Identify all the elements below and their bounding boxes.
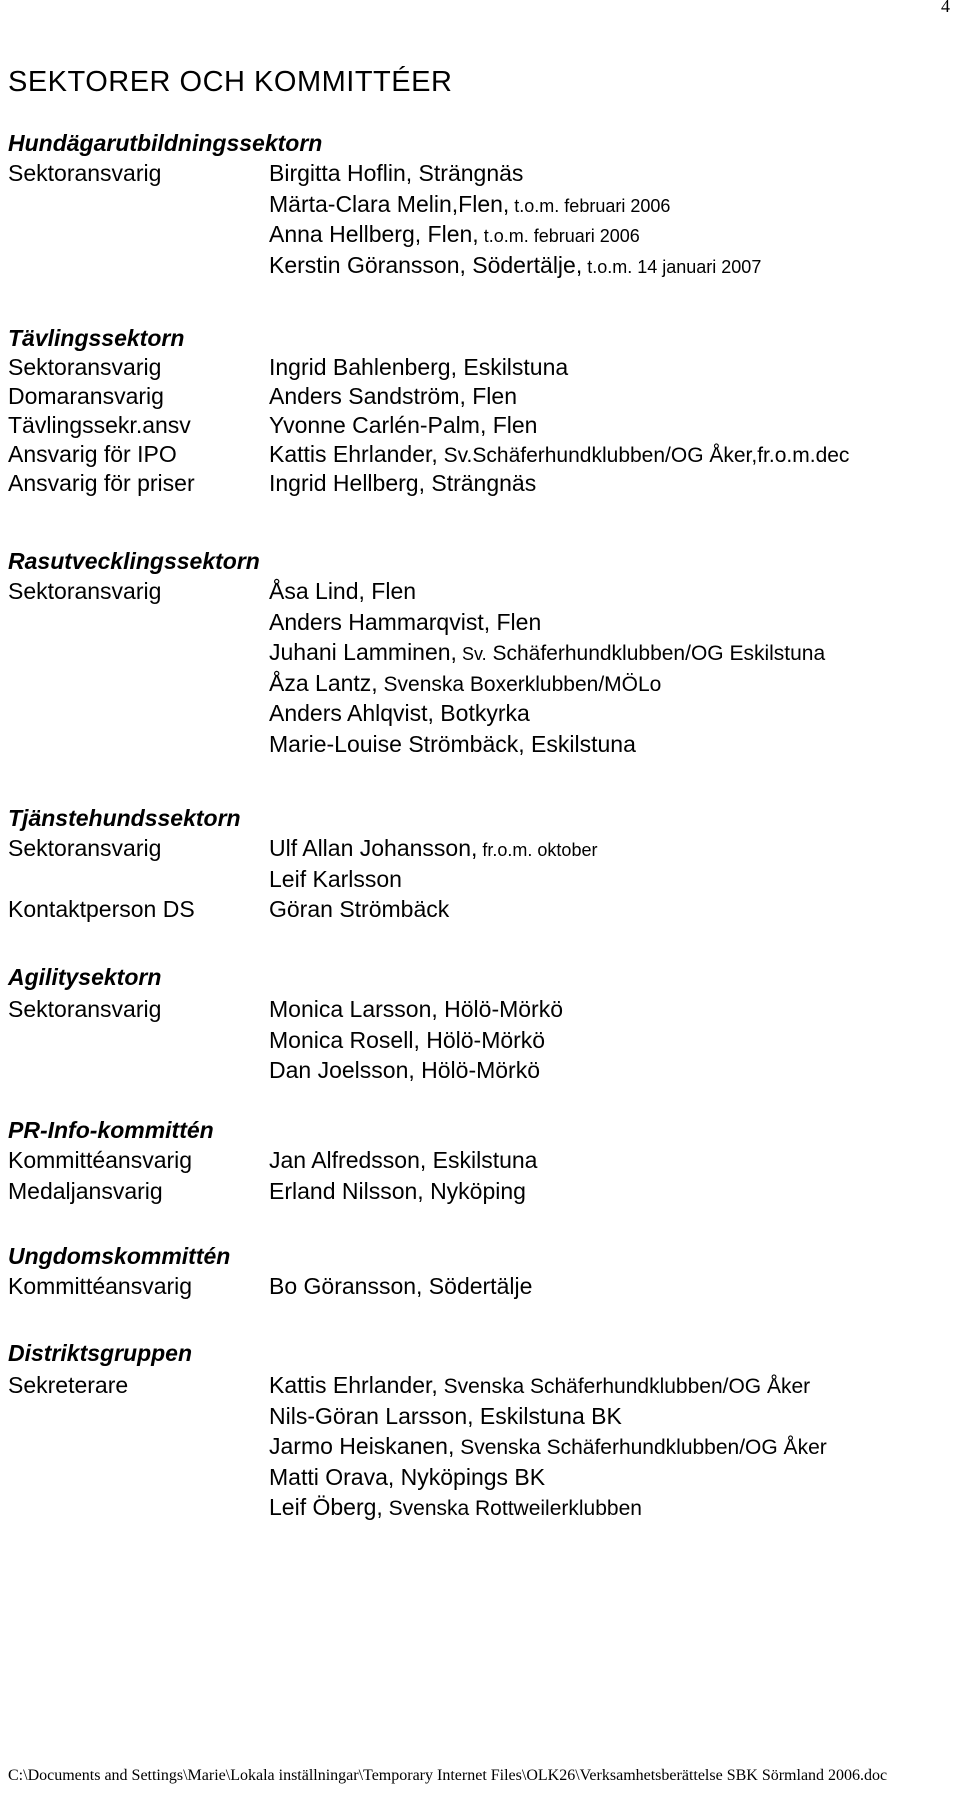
person-note: t.o.m. februari 2006 [509, 195, 671, 216]
role-label: Medaljansvarig [8, 1177, 163, 1204]
person-note: Sv. [456, 644, 487, 664]
role-label: Kommittéansvarig [8, 1147, 193, 1173]
list-item [8, 1055, 948, 1086]
list-item [8, 1271, 948, 1302]
person-name: Anders Hammarqvist, Flen [269, 608, 542, 635]
person-name: Erland Nilsson, Nyköping [269, 1177, 526, 1204]
list-item [8, 250, 948, 281]
list-item [8, 353, 948, 382]
list-item [8, 158, 948, 189]
person-name: Kattis Ehrlander, [269, 1372, 438, 1398]
person-note: Svenska Boxerklubben/MÖLo [377, 672, 662, 696]
person-name: Åsa Lind, Flen [269, 578, 417, 604]
list-item [8, 1176, 948, 1207]
list-item [8, 1401, 948, 1432]
person-name: Ulf Allan Johansson, [269, 835, 478, 861]
person-name: Ingrid Hellberg, Strängnäs [269, 470, 537, 496]
list-item [8, 894, 948, 925]
person-name: Marie-Louise Strömbäck, Eskilstuna [269, 730, 636, 757]
list-item [8, 668, 948, 699]
list-item [8, 607, 948, 638]
list-item [8, 469, 948, 498]
person-note: Svenska Rottweilerklubben [382, 1497, 642, 1520]
role-label: Sektoransvarig [8, 578, 162, 604]
role-label: Sektoransvarig [8, 160, 162, 186]
person-name: Jarmo Heiskanen, [269, 1433, 455, 1459]
person-note: Svenska Schäferhundklubben/OG Åker [437, 1375, 811, 1398]
section-heading: Hundägarutbildningssektorn [8, 130, 323, 156]
person-name: Juhani Lamminen, [269, 639, 457, 665]
list-item [8, 1492, 948, 1523]
section-heading: Tjänstehundssektorn [8, 805, 241, 831]
person-name: Jan Alfredsson, Eskilstuna [269, 1147, 538, 1173]
person-name: Kerstin Göransson, Södertälje, [269, 251, 583, 278]
person-name: Matti Orava, Nyköpings BK [269, 1463, 546, 1490]
section-heading: Ungdomskommittén [8, 1243, 231, 1269]
list-item [8, 1145, 948, 1176]
person-name: Kattis Ehrlander, [269, 441, 438, 467]
list-item [8, 698, 948, 729]
person-note-tail: Schäferhundklubben/OG Eskilstuna [486, 642, 826, 665]
person-note: t.o.m. februari 2006 [478, 226, 640, 246]
section-heading: Agilitysektorn [8, 964, 162, 990]
role-label: Kontaktperson DS [8, 896, 195, 922]
role-label: Sektoransvarig [8, 354, 162, 380]
person-name: Leif Öberg, [269, 1494, 383, 1520]
role-label: Ansvarig för priser [8, 470, 195, 496]
section-hundagarutbildning [8, 128, 948, 280]
person-note: Sv.Schäferhundklubben/OG Åker,fr.o.m.dec [437, 444, 850, 467]
page-number: 4 [941, 0, 950, 16]
role-label: Sektoransvarig [8, 996, 162, 1022]
list-item [8, 1370, 948, 1401]
person-name: Monica Larsson, Hölö-Mörkö [269, 996, 564, 1022]
list-item [8, 576, 948, 607]
section-agility [8, 962, 948, 1086]
section-rasutveckling [8, 546, 948, 759]
person-name: Anders Sandström, Flen [269, 383, 518, 409]
person-name: Birgitta Hoflin, Strängnäs [269, 160, 524, 186]
person-name: Bo Göransson, Södertälje [269, 1273, 533, 1299]
section-heading: PR-Info-kommittén [8, 1117, 214, 1143]
section-distrikt [8, 1338, 948, 1523]
list-item [8, 189, 948, 220]
person-name: Yvonne Carlén-Palm, Flen [269, 412, 538, 438]
list-item [8, 382, 948, 411]
list-item [8, 1025, 948, 1056]
person-note: t.o.m. 14 januari 2007 [582, 256, 762, 277]
person-name: Anna Hellberg, Flen, [269, 221, 479, 247]
list-item [8, 440, 948, 469]
list-item [8, 411, 948, 440]
role-label: Domaransvarig [8, 383, 164, 409]
footer-file-path: C:\Documents and Settings\Marie\Lokala inställningar\Temporary Internet Files\OLK26\Verksamhetsberättelse SBK Sörmland 2006.doc [8, 1767, 888, 1784]
person-name: Dan Joelsson, Hölö-Mörkö [269, 1057, 541, 1083]
section-prinfo [8, 1115, 948, 1206]
section-tjanstehund [8, 803, 948, 925]
list-item [8, 994, 948, 1025]
person-note: fr.o.m. oktober [477, 840, 598, 860]
page-title: SEKTORER OCH KOMMITTÉER [8, 66, 453, 98]
list-item [8, 833, 948, 864]
person-name: Anders Ahlqvist, Botkyrka [269, 700, 530, 726]
list-item [8, 219, 948, 250]
list-item [8, 729, 948, 760]
role-label: Ansvarig för IPO [8, 441, 177, 467]
person-note: Svenska Schäferhundklubben/OG Åker [454, 1436, 827, 1459]
person-name: Nils-Göran Larsson, Eskilstuna BK [269, 1402, 622, 1429]
section-heading: Rasutvecklingssektorn [8, 548, 260, 574]
person-name: Märta-Clara Melin,Flen, [269, 190, 510, 217]
section-ungdom [8, 1241, 948, 1302]
person-name: Leif Karlsson [269, 865, 402, 892]
list-item [8, 1462, 948, 1493]
person-name: Åza Lantz, [269, 669, 378, 696]
list-item [8, 1431, 948, 1462]
list-item [8, 637, 948, 668]
list-item [8, 864, 948, 895]
role-label: Tävlingssekr.ansv [8, 412, 191, 438]
role-label: Sektoransvarig [8, 835, 162, 861]
section-heading: Tävlingssektorn [8, 325, 185, 351]
person-name: Monica Rosell, Hölö-Mörkö [269, 1026, 546, 1053]
role-label: Sekreterare [8, 1372, 129, 1398]
person-name: Göran Strömbäck [269, 896, 450, 922]
section-heading: Distriktsgruppen [8, 1340, 193, 1366]
role-label: Kommittéansvarig [8, 1273, 193, 1299]
section-tavling [8, 323, 948, 498]
person-name: Ingrid Bahlenberg, Eskilstuna [269, 354, 569, 380]
